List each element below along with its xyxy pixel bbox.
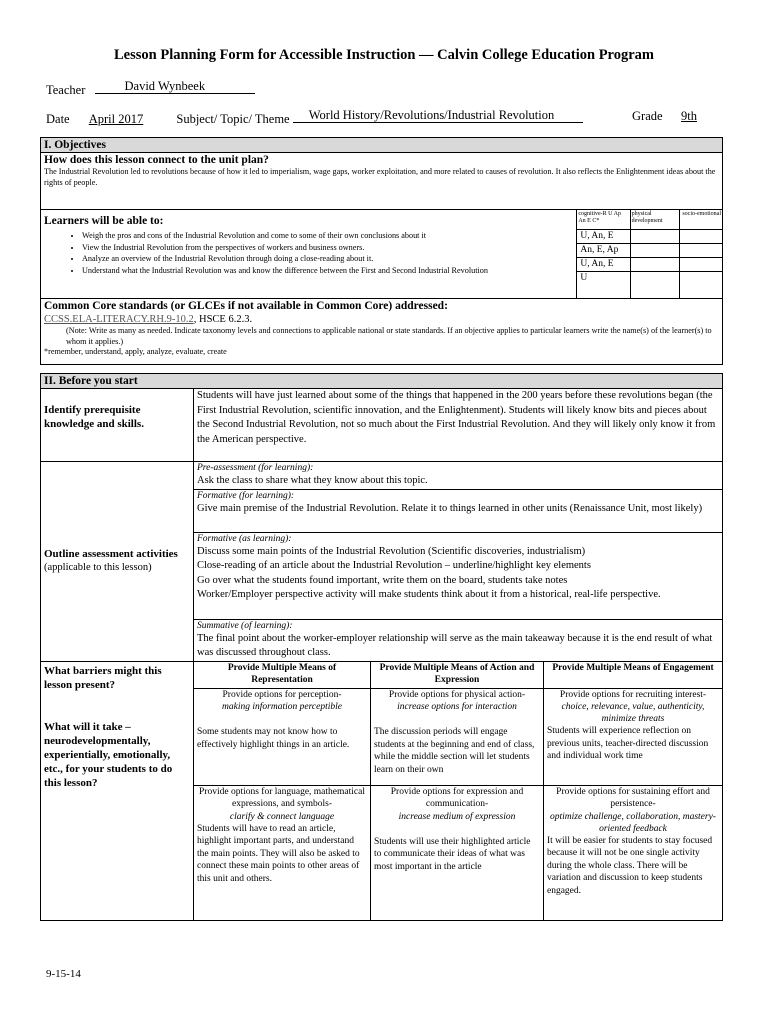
assess-sub: (applicable to this lesson)	[44, 562, 152, 573]
r2c2-head: Provide options for expression and communication-	[390, 786, 524, 809]
phys-cell[interactable]	[630, 244, 679, 258]
grade-value[interactable]: 9th	[681, 109, 697, 123]
grade-label: Grade	[632, 109, 663, 123]
unit-question: How does this lesson connect to the unit plan?	[44, 154, 269, 166]
r2c3-head: Provide options for sustaining effort and persistence-	[556, 786, 710, 809]
objective-item: • View the Industrial Revolution from the perspectives of workers and business owners.	[82, 242, 573, 254]
take-label: What will it take – neurodevelopmentally, experientially, emotionally, etc., for your students to do this lesson?	[44, 720, 173, 789]
r1c1-head: Provide options for perception-	[222, 689, 342, 700]
form1-text: Give main premise of the Industrial Revolution. Relate it to things learned in other units (Renaissance Unit, most likely)	[197, 502, 703, 514]
r2c3-cell[interactable]	[544, 785, 723, 920]
col-physical: physical development	[630, 210, 679, 230]
date-row	[46, 109, 736, 127]
r2c2-ital: increase medium of expression	[398, 811, 516, 822]
objective-item: • Understand what the Industrial Revolution was and know the difference between the First and Second Industrial Revolution	[82, 265, 573, 277]
prereq-text[interactable]: Students will have just learned about some of the things that happened in the 200 years before these revolutions began (the First Industrial Revolution, scientific innovation, and the Enlightenment). Students will likely know bits and pieces about the Second Industrial Revolution, not so much about the First Industrial Revolution. And they will likely only know it from the American perspective.	[194, 389, 723, 462]
r1c1-text: Some students may not know how to effectively highlight things in an article.	[197, 727, 350, 750]
pre-text: Ask the class to share what they know about this topic.	[197, 475, 428, 486]
form2-line: Go over what the students found important, write them on the board, students take notes	[197, 574, 568, 586]
standard-rest: , HSCE 6.2.3.	[193, 314, 253, 325]
subject-field[interactable]	[293, 109, 583, 123]
col-representation: Provide Multiple Means of Representation	[194, 661, 371, 688]
r2c1-ital: clarify & connect language	[229, 811, 335, 822]
form1-label: Formative (for learning):	[197, 490, 295, 501]
page-title: Lesson Planning Form for Accessible Instruction — Calvin College Education Program	[114, 47, 654, 63]
r1c1-cell[interactable]	[194, 688, 371, 785]
col-cognitive: cognitive-R U Ap An E C*	[577, 210, 630, 230]
assess-label: Outline assessment activities	[44, 548, 178, 560]
r1c2-text: The discussion periods will engage students at the beginning and end of class, while the middle section will let students learn on their own	[374, 727, 535, 775]
summ-label: Summative (of learning):	[197, 620, 293, 631]
formative2-cell[interactable]	[194, 532, 723, 619]
cog-cell[interactable]: U, An, E	[577, 258, 630, 272]
common-core-label: Common Core standards (or GLCEs if not available in Common Core) addressed:	[44, 300, 448, 312]
learners-label: Learners will be able to:	[44, 215, 164, 227]
r1c2-ital: increase options for interaction	[397, 702, 517, 712]
pre-label: Pre-assessment (for learning):	[197, 463, 314, 473]
r2c2-cell[interactable]	[371, 785, 544, 920]
cog-cell[interactable]: U, An, E	[577, 230, 630, 244]
socio-cell[interactable]	[679, 230, 722, 244]
form2-line: Close-reading of an article about the Industrial Revolution – underline/highlight key elements	[197, 560, 591, 571]
date-value[interactable]: April 2017	[88, 112, 144, 126]
col-socio: socio-emotional	[679, 210, 722, 230]
socio-cell[interactable]	[679, 258, 722, 272]
objective-item: • Analyze an overview of the Industrial Revolution through doing a close-reading about it.	[82, 253, 573, 265]
form2-line: Worker/Employer perspective activity will make students think about it from a historical, real-life perspective.	[197, 589, 661, 600]
cog-cell[interactable]: U	[577, 272, 630, 299]
subject-label: Subject/ Topic/ Theme	[176, 112, 290, 126]
r1c3-ital: choice, relevance, value, authenticity, minimize threats	[561, 702, 705, 724]
unit-text: The Industrial Revolution led to revolutions because of how it led to imperialism, wage gaps, worker exploitation, and more related to causes of revolution. It also reflects the Enlightenment ideas about the rights of people.	[44, 167, 716, 187]
date-label: Date	[46, 112, 70, 126]
form2-label: Formative (as learning):	[197, 533, 292, 544]
r2c1-text: Students will have to read an article, highlight important parts, and understand the main points. They will also be asked to connect these main points to other areas of this unit and others.	[197, 823, 360, 884]
summ-text: The final point about the worker-employer relationship will serve as the main takeaway because it is the end result of what was discussed throughout class.	[197, 632, 713, 658]
prereq-label: Identify prerequisite knowledge and skills.	[41, 389, 194, 462]
teacher-label: Teacher	[46, 83, 86, 97]
objective-item: • Weigh the pros and cons of the Industrial Revolution and come to some of their own conclusions about it	[82, 230, 573, 242]
assess-label-cell	[41, 462, 194, 662]
r1c3-text: Students will experience reflection on previous units, teacher-directed discussion and individual work time	[547, 726, 709, 761]
r1c2-cell[interactable]	[371, 688, 544, 785]
objectives-list	[44, 230, 573, 276]
r1c1-ital: making information perceptible	[222, 702, 342, 712]
cog-cell[interactable]: An, E, Ap	[577, 244, 630, 258]
phys-cell[interactable]	[630, 258, 679, 272]
note-text: (Note: Write as many as needed. Indicate taxonomy levels and connections to applicable national or state standards. If an objective applies to particular learners write the name(s) of the learner(s) to whom it applies.)	[66, 326, 712, 346]
r1c2-head: Provide options for physical action-	[388, 689, 526, 700]
teacher-value: David Wynbeek	[124, 79, 206, 93]
r2c2-text: Students will use their highlighted article to communicate their ideas of what was most important in the article	[374, 836, 531, 872]
summative-cell[interactable]	[194, 619, 723, 661]
teacher-row	[46, 80, 255, 98]
standards-line	[44, 313, 719, 326]
before-heading: II. Before you start	[41, 374, 723, 389]
r2c1-head: Provide options for language, mathematical expressions, and symbols-	[199, 786, 365, 809]
r2c3-text: It will be easier for students to stay focused because it will not be one single activity during the whole class. There will be variation and discussion to keep students engaged.	[547, 835, 713, 896]
r1c3-cell[interactable]	[544, 688, 723, 785]
form2-line: Discuss some main points of the Industrial Revolution (Scientific discoveries, industrialism)	[197, 545, 586, 557]
pre-assess-cell[interactable]	[194, 462, 723, 490]
socio-cell[interactable]	[679, 272, 722, 299]
standard-link[interactable]: CCSS.ELA-LITERACY.RH.9-10.2	[44, 314, 194, 325]
formative1-cell[interactable]	[194, 489, 723, 532]
footer-date: 9-15-14	[46, 968, 81, 980]
objectives-heading: I. Objectives	[41, 138, 723, 153]
before-table	[40, 373, 723, 921]
r1c3-head: Provide options for recruiting interest-	[559, 689, 707, 700]
barriers-label: What barriers might this lesson present?	[44, 664, 162, 691]
socio-cell[interactable]	[679, 244, 722, 258]
phys-cell[interactable]	[630, 272, 679, 299]
r2c1-cell[interactable]	[194, 785, 371, 920]
r2c3-ital: optimize challenge, collaboration, mastery-oriented feedback	[550, 811, 716, 834]
col-engagement: Provide Multiple Means of Engagement	[544, 661, 723, 688]
footnote-text: *remember, understand, apply, analyze, evaluate, create	[44, 347, 227, 356]
col-action-expression: Provide Multiple Means of Action and Expression	[371, 661, 544, 688]
objectives-table	[40, 137, 723, 365]
barriers-cell	[41, 661, 194, 920]
phys-cell[interactable]	[630, 230, 679, 244]
teacher-field[interactable]	[95, 80, 255, 94]
subject-value: World History/Revolutions/Industrial Revolution	[308, 108, 555, 122]
